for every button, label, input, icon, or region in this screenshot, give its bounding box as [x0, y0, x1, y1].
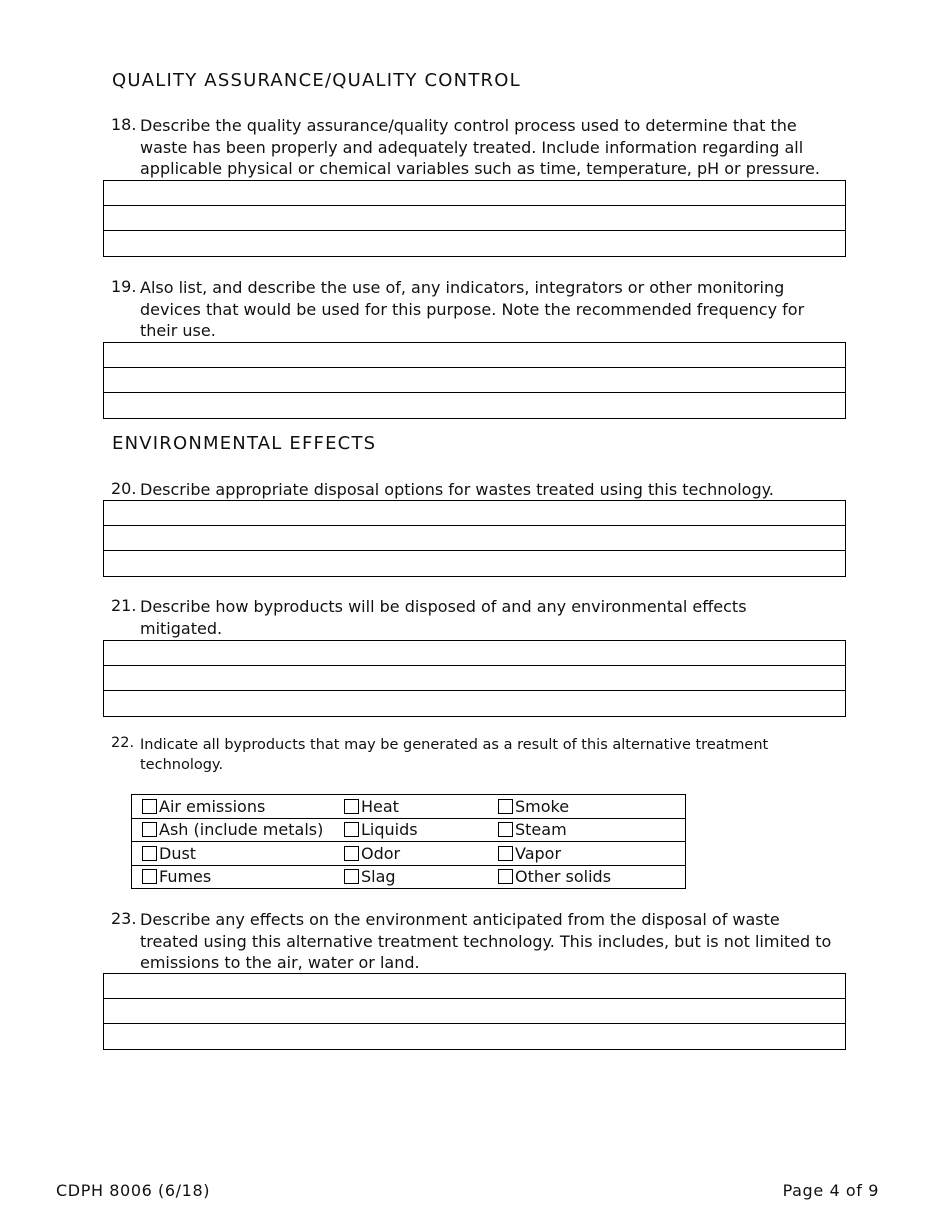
question-number-18: 18.: [111, 115, 137, 134]
table-row: [132, 818, 686, 842]
question-number-23: 23.: [111, 909, 137, 928]
question-text-18: Describe the quality assurance/quality control process used to determine that the waste has been properly and adequately treated. Include information regarding all applicable physical or chemical variables such as time, temperature, pH or pressure.: [140, 116, 820, 178]
checkbox-label: Smoke: [515, 796, 570, 816]
checkbox[interactable]: [498, 822, 513, 837]
table-row: [132, 865, 686, 889]
table-row: [132, 795, 686, 819]
section-heading-qa: QUALITY ASSURANCE/QUALITY CONTROL: [112, 70, 521, 91]
answer-line[interactable]: [104, 551, 845, 576]
answer-line[interactable]: [104, 974, 845, 999]
checkbox-label: Steam: [515, 820, 567, 840]
checkbox[interactable]: [344, 822, 359, 837]
answer-line[interactable]: [104, 181, 845, 206]
question-number-20: 20.: [111, 479, 137, 498]
checkbox-label: Slag: [361, 867, 396, 887]
checkbox[interactable]: [142, 822, 157, 837]
question-number-19: 19.: [111, 277, 137, 296]
answer-line[interactable]: [104, 343, 845, 368]
question-number-21: 21.: [111, 596, 137, 615]
answer-field-21: [103, 640, 846, 717]
answer-line[interactable]: [104, 691, 845, 716]
checkbox-label: Dust: [159, 843, 197, 863]
answer-field-19: [103, 342, 846, 419]
answer-line[interactable]: [104, 666, 845, 691]
answer-line[interactable]: [104, 501, 845, 526]
checkbox[interactable]: [142, 869, 157, 884]
question-number-22: 22.: [111, 735, 135, 751]
section-heading-environmental: ENVIRONMENTAL EFFECTS: [112, 433, 377, 454]
question-text-20: Describe appropriate disposal options for wastes treated using this technology.: [140, 480, 774, 499]
answer-line[interactable]: [104, 393, 845, 418]
answer-line[interactable]: [104, 231, 845, 256]
checkbox-label: Odor: [361, 843, 401, 863]
checkbox[interactable]: [498, 846, 513, 861]
question-text-22: Indicate all byproducts that may be generated as a result of this alternative treatment technology.: [140, 737, 769, 773]
question-text-19: Also list, and describe the use of, any indicators, integrators or other monitoring devices that would be used for this purpose. Note the recommended frequency for their use.: [140, 278, 805, 340]
answer-field-18: [103, 180, 846, 257]
table-row: [132, 842, 686, 866]
answer-line[interactable]: [104, 641, 845, 666]
checkbox-label: Ash (include metals): [159, 820, 324, 840]
checkbox[interactable]: [344, 799, 359, 814]
checkbox-label: Fumes: [159, 867, 212, 887]
checkbox-label: Air emissions: [159, 796, 266, 816]
answer-line[interactable]: [104, 368, 845, 393]
checkbox-label: Vapor: [515, 843, 562, 863]
answer-field-20: [103, 500, 846, 577]
question-text-21: Describe how byproducts will be disposed of and any environmental effects mitigated.: [140, 597, 747, 638]
checkbox[interactable]: [142, 846, 157, 861]
checkbox[interactable]: [498, 799, 513, 814]
byproducts-checkbox-table: [131, 794, 686, 889]
answer-line[interactable]: [104, 526, 845, 551]
page-number: Page 4 of 9: [782, 1181, 879, 1200]
answer-line[interactable]: [104, 206, 845, 231]
answer-line[interactable]: [104, 1024, 845, 1049]
checkbox-label: Other solids: [515, 867, 612, 887]
checkbox[interactable]: [142, 799, 157, 814]
answer-line[interactable]: [104, 999, 845, 1024]
question-text-23: Describe any effects on the environment anticipated from the disposal of waste treated using this alternative treatment technology. This includes, but is not limited to emissions to the air, water or land.: [140, 910, 832, 972]
checkbox[interactable]: [344, 869, 359, 884]
answer-field-23: [103, 973, 846, 1050]
checkbox[interactable]: [344, 846, 359, 861]
checkbox[interactable]: [498, 869, 513, 884]
checkbox-label: Liquids: [361, 820, 418, 840]
form-id: CDPH 8006 (6/18): [56, 1181, 211, 1200]
checkbox-label: Heat: [361, 796, 399, 816]
